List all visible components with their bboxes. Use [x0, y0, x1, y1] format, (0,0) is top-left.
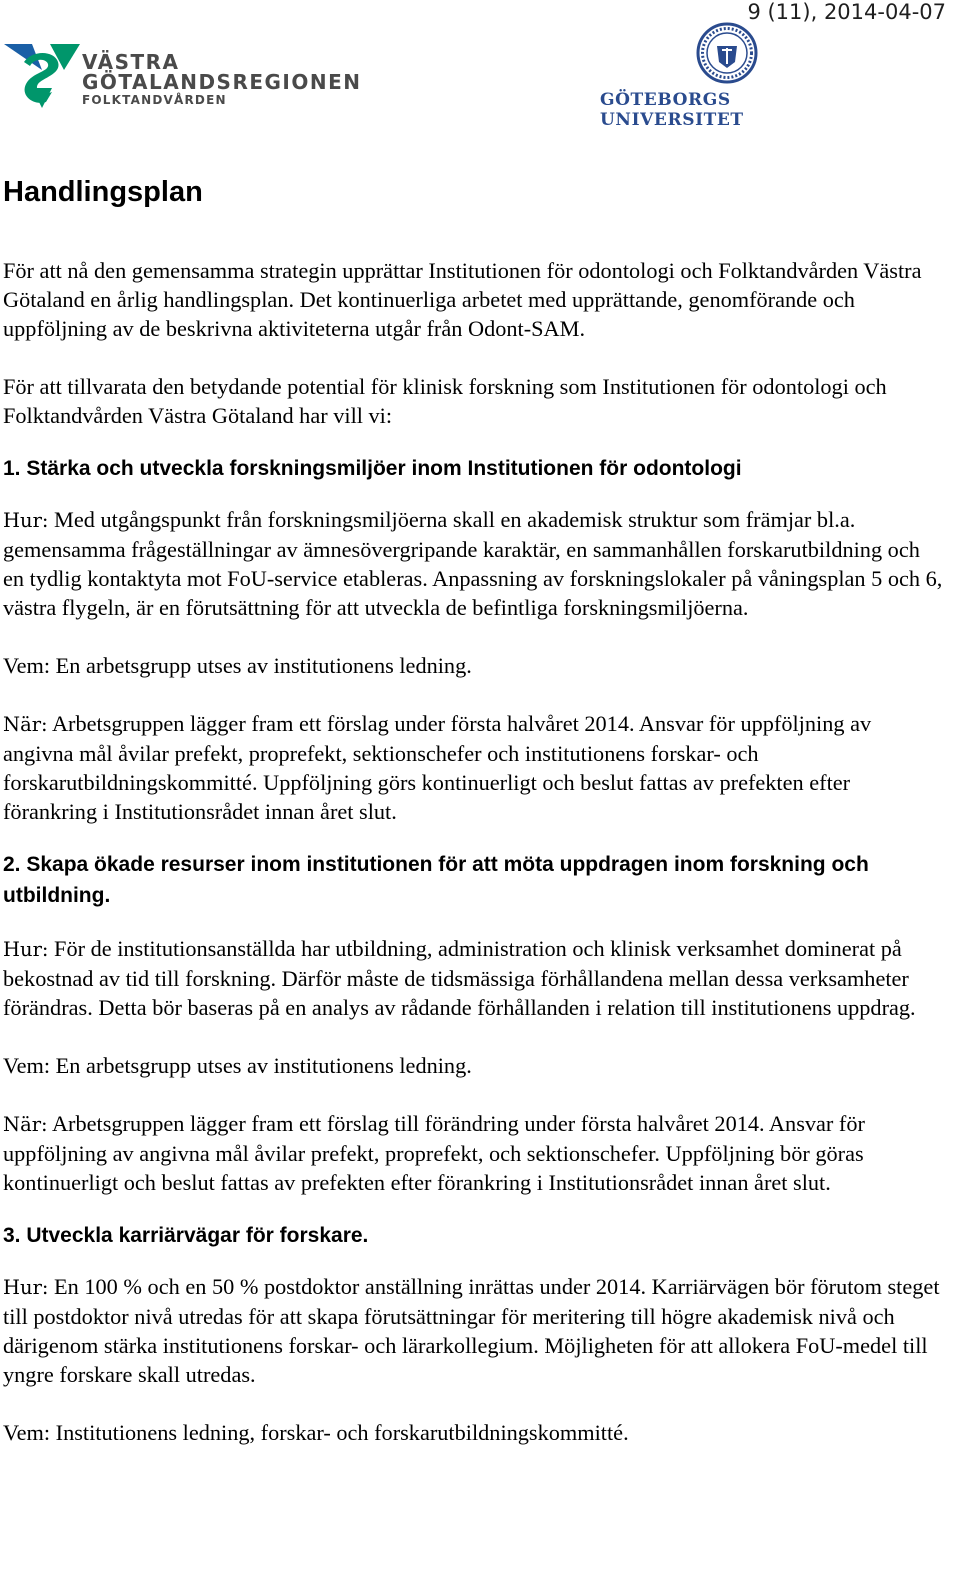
- hur-label: Hur:: [3, 938, 49, 961]
- section-2-vem: [3, 1051, 943, 1080]
- vgr-emblem-icon: [2, 40, 82, 110]
- section-2-nar-text: Arbetsgruppen lägger fram ett förslag till förändring under första halvåret 2014. Ansvar för uppföljning av angivna mål åvilar prefekt, proprefekt, och sektionschefer. Uppföljning bör göras kontinuerligt och beslut fattas av prefekten efter förankring i Institutionsrådet innan året slut.: [3, 1111, 865, 1195]
- hur-label: Hur:: [3, 509, 49, 532]
- section-3-hur-text: En 100 % och en 50 % postdoktor anställning inrättas under 2014. Karriärvägen bör förutom steget till postdoktor nivå utredas för att skapa förutsättningar för meritering till högre akademisk nivå och därigenom stärka institutionens forskar- och lärarkollegium. Möjligheten för att allokera FoU-medel till yngre forskare skall utredas.: [3, 1274, 940, 1387]
- section-1-hur: [3, 505, 943, 622]
- document-body: [3, 256, 943, 1476]
- intro-paragraph-1: För att nå den gemensamma strategin upprättar Institutionen för odontologi och Folktandvården Västra Götaland en årlig handlingsplan. Det kontinuerliga arbetet med upprättande, genomförande och uppföljning av de beskrivna aktiviteterna utgår från Odont-SAM.: [3, 258, 922, 341]
- section-3-vem: [3, 1418, 943, 1447]
- section-2-vem-text: En arbetsgrupp utses av institutionens ledning.: [55, 1053, 472, 1078]
- section-1-nar-text: Arbetsgruppen lägger fram ett förslag under första halvåret 2014. Ansvar för uppföljning av angivna mål åvilar prefekt, proprefekt, sektionschefer och institutionens forskar- och forskarutbildningskommitté. Uppföljning görs kontinuerligt och beslut fattas av prefekten efter förankring i Institutionsrådet innan året slut.: [3, 711, 872, 824]
- section-1-hur-text: Med utgångspunkt från forskningsmiljöerna skall en akademisk struktur som främjar bl.a. gemensamma frågeställningar av ämnesövergripande karaktär, en sammanhållen forskarutbildning och en tydlig kontaktyta mot FoU-service etableras. Anpassning av forskningslokaler på våningsplan 5 och 6, västra flygeln, är en förutsättning för att utveckla de befintliga forskningsmiljöerna.: [3, 507, 943, 620]
- page-title: Handlingsplan: [3, 176, 203, 208]
- hur-label: Hur:: [3, 1276, 49, 1299]
- nar-label: När:: [3, 1113, 48, 1136]
- section-3-vem-text: Institutionens ledning, forskar- och forskarutbildningskommitté.: [55, 1420, 629, 1445]
- vem-label: Vem:: [3, 1420, 51, 1445]
- nar-label: När:: [3, 713, 48, 736]
- vem-label: Vem:: [3, 1053, 51, 1078]
- section-1-vem: [3, 651, 943, 680]
- gu-logo-name: GÖTEBORGS UNIVERSITET: [600, 90, 744, 130]
- section-2-title: 2. Skapa ökade resurser inom institutionen för att möta uppdragen inom forskning och utbildning.: [3, 853, 869, 907]
- vgr-logo-line3: FOLKTANDVÅRDEN: [82, 93, 227, 107]
- section-2-hur-text: För de institutionsanställda har utbildning, administration och klinisk verksamhet dominerat på bekostnad av tid till forskning. Därför måste de tidsmässiga förhållandena mellan dessa verksamheter förändras. Detta bör baseras på en analys av rådande förhållanden i relation till institutionens uppdrag.: [3, 936, 916, 1020]
- section-2-hur: [3, 934, 943, 1022]
- gu-logo: [600, 22, 862, 130]
- page-number: 9 (11), 2014-04-07: [747, 0, 946, 24]
- vgr-logo-line2: GÖTALANDSREGIONEN: [82, 70, 362, 94]
- vgr-folktandvarden-logo: [2, 40, 362, 112]
- section-3-hur: [3, 1272, 943, 1389]
- section-1-nar: [3, 709, 943, 826]
- university-seal-icon: [696, 22, 758, 84]
- section-2-nar: [3, 1109, 943, 1197]
- section-1-title: 1. Stärka och utveckla forskningsmiljöer inom Institutionen för odontologi: [3, 457, 742, 480]
- vgr-logo-line1: VÄSTRA: [82, 50, 180, 74]
- intro-paragraph-2: För att tillvarata den betydande potential för klinisk forskning som Institutionen för odontologi och Folktandvården Västra Götaland har vill vi:: [3, 374, 887, 428]
- section-3-title: 3. Utveckla karriärvägar för forskare.: [3, 1224, 369, 1247]
- section-1-vem-text: En arbetsgrupp utses av institutionens ledning.: [55, 653, 472, 678]
- vem-label: Vem:: [3, 653, 51, 678]
